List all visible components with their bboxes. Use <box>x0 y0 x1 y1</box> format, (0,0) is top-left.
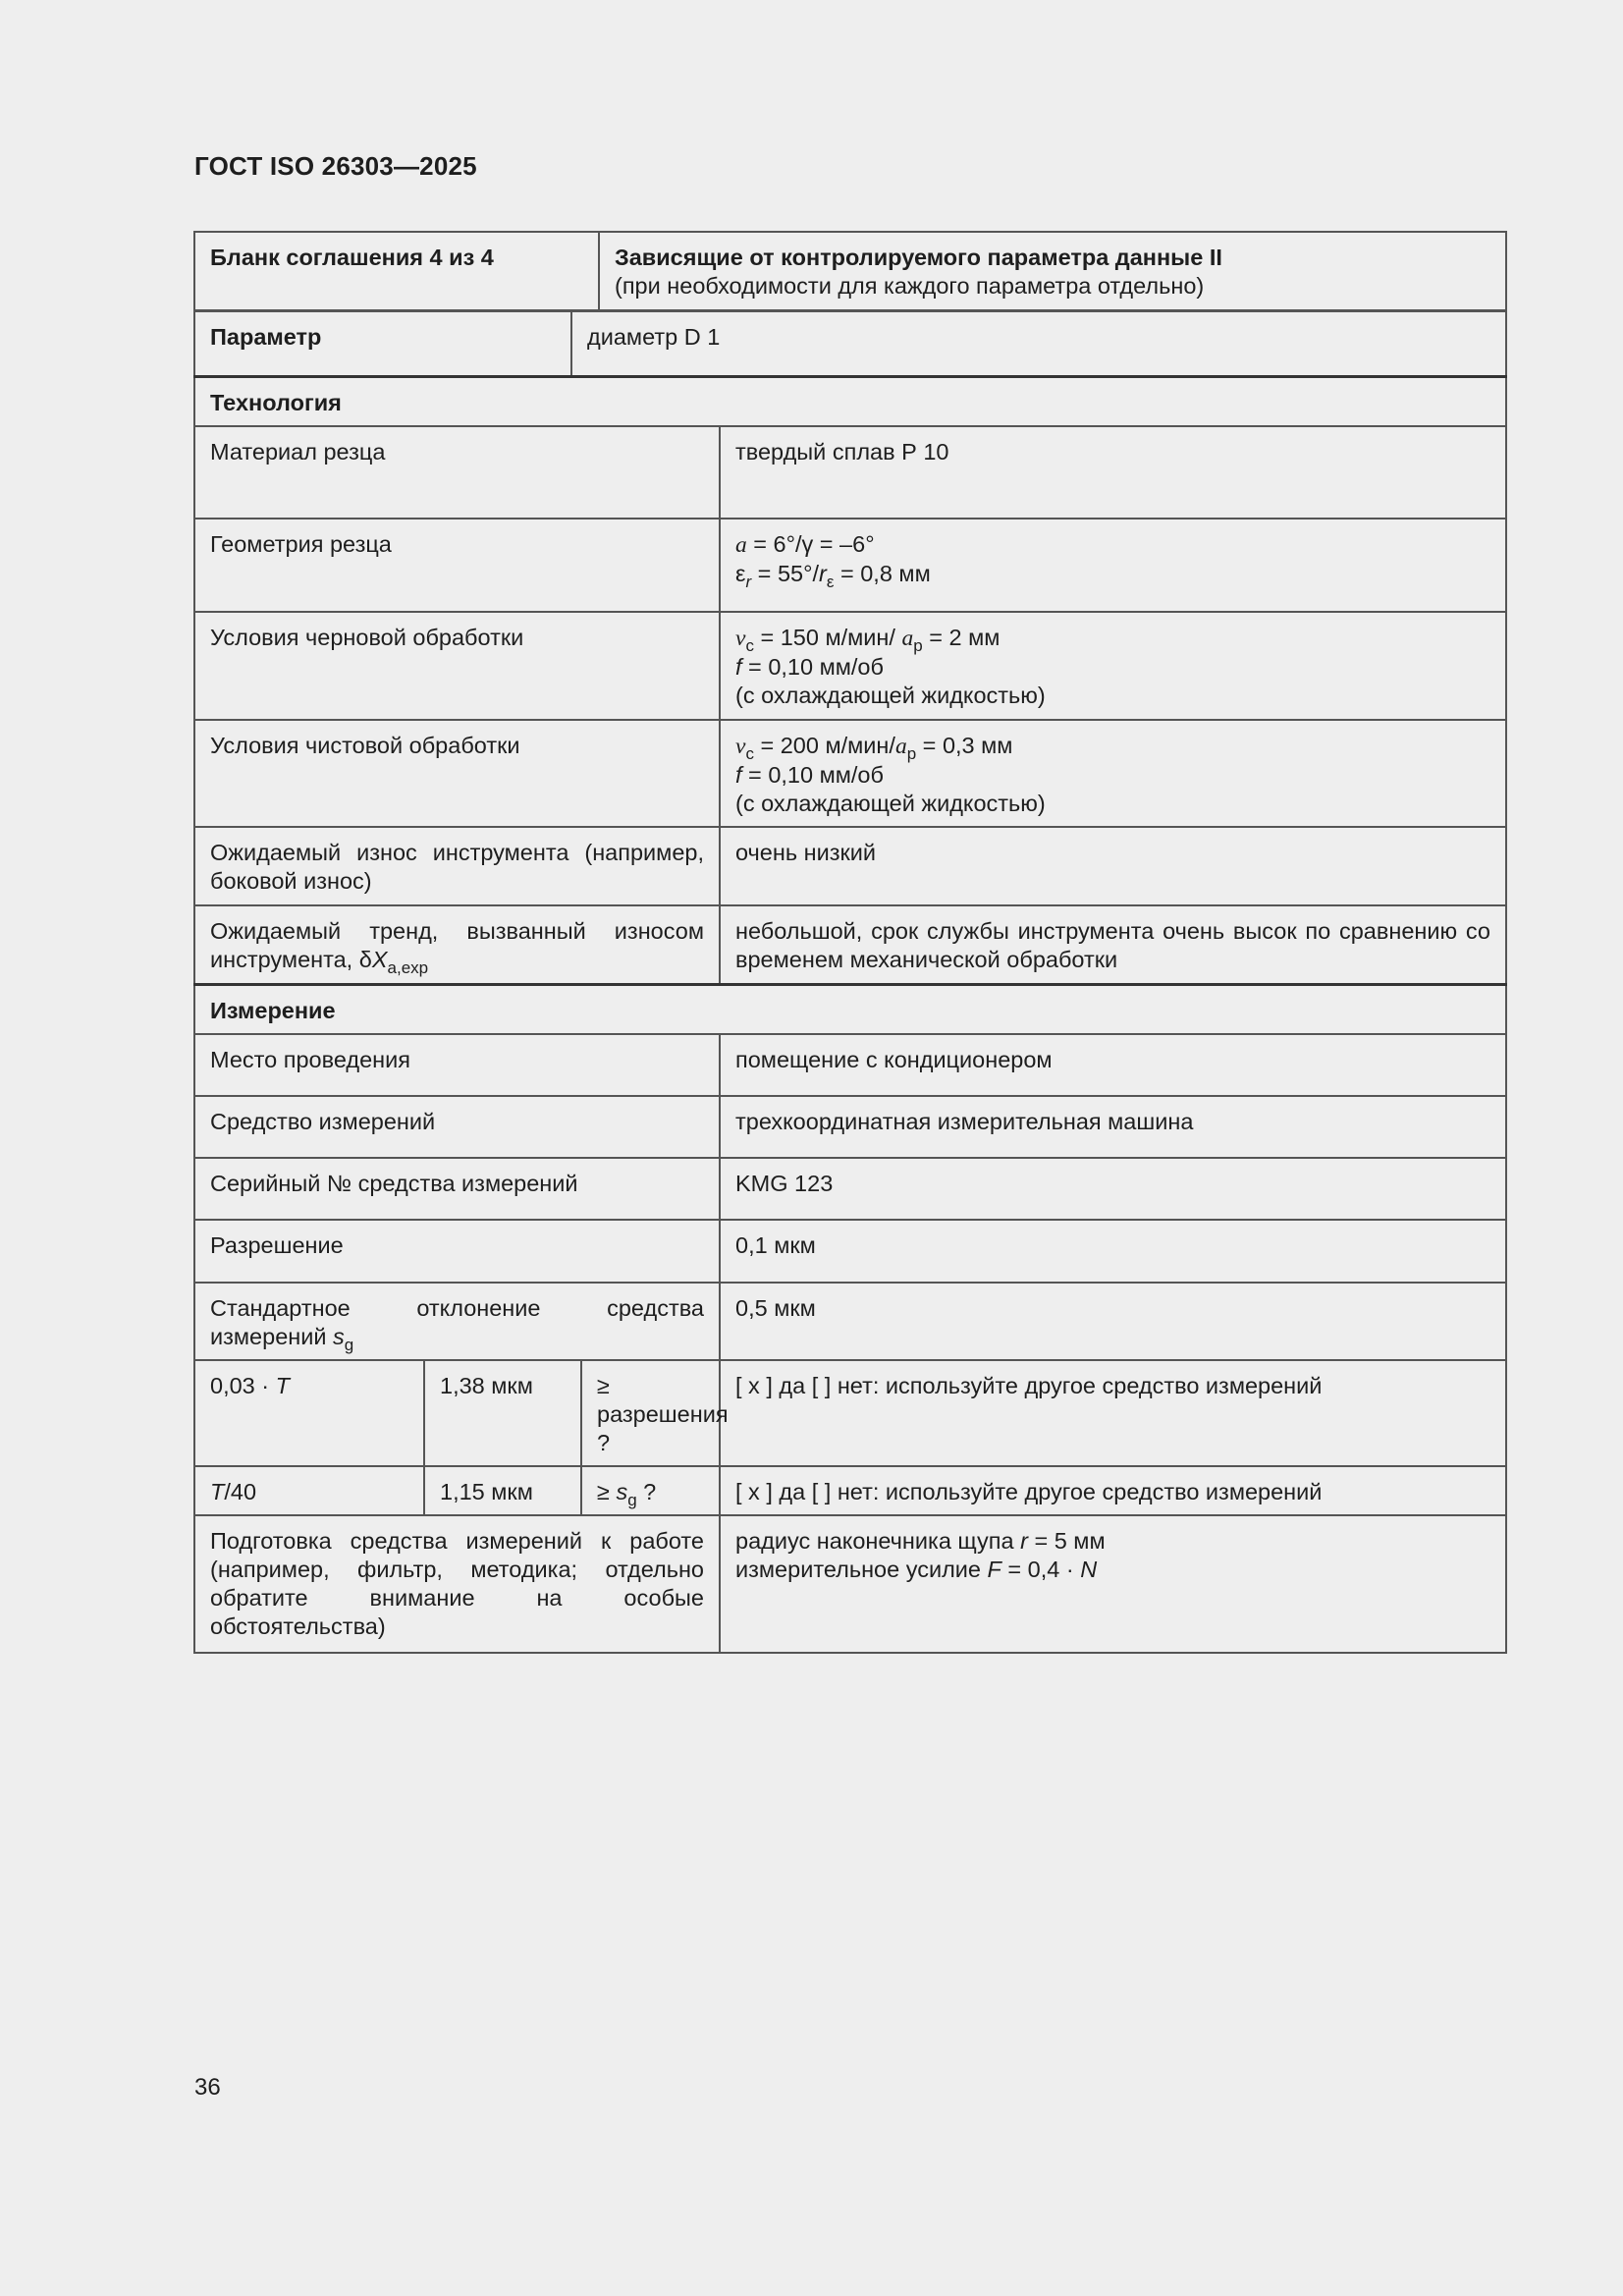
std-dev-label-cell <box>194 1283 720 1360</box>
form-title-cell <box>599 232 1506 310</box>
a-symbol: a <box>901 626 914 651</box>
check2-expr: /40 <box>224 1478 257 1504</box>
parameter-value: диаметр D 1 <box>587 324 721 350</box>
check2-answer: [ x ] да [ ] нет: используйте другое средство измерений <box>735 1478 1323 1504</box>
f-symbol: f <box>735 654 742 680</box>
form-subtitle: (при необходимости для каждого параметра отдельно) <box>615 273 1205 299</box>
check1-expr-cell <box>194 1360 424 1466</box>
check2-expr-cell <box>194 1466 424 1515</box>
sheet-label-cell <box>194 232 599 310</box>
preparation-label: Подготовка средства измерений к работе (например, фильтр, методика; отдельно обратите внимание на особые обстоятельства) <box>210 1527 704 1639</box>
roughing-value-cell <box>720 612 1506 720</box>
check1-answer-cell <box>720 1360 1506 1466</box>
serial-value-cell <box>720 1158 1506 1220</box>
roughing-note: (с охлаждающей жидкостью) <box>735 683 1046 708</box>
finishing-feed <box>735 761 1490 790</box>
v-subscript: c <box>745 744 754 763</box>
check2-condition: ≥ <box>597 1478 617 1504</box>
r-symbol: r <box>1020 1527 1028 1554</box>
r-symbol: r <box>819 561 827 586</box>
instrument-label: Средство измерений <box>210 1108 436 1134</box>
form-header-table <box>193 231 1507 311</box>
cutter-geometry-radius <box>735 560 1490 591</box>
force-text: измерительное усилие <box>735 1556 988 1582</box>
trend-x-symbol: X <box>371 947 388 972</box>
feed-text: = 0,10 мм/об <box>741 654 884 680</box>
location-label-cell <box>194 1034 720 1096</box>
speed-text: = 200 м/мин/ <box>753 733 895 758</box>
wear-label: Ожидаемый износ инструмента (например, боковой износ) <box>210 840 704 894</box>
resolution-value: 0,1 мкм <box>735 1231 816 1258</box>
roughing-label-cell <box>194 612 720 720</box>
form-title: Зависящие от контролируемого параметра данные II <box>615 245 1222 270</box>
angles-text: = 6°/γ = –6° <box>746 531 875 557</box>
trend-value-cell <box>720 905 1506 984</box>
instrument-value: трехкоординатная измерительная машина <box>735 1108 1194 1134</box>
parameter-table <box>193 310 1507 377</box>
measurement-section-header <box>194 984 1506 1034</box>
std-dev-s-symbol: s <box>333 1323 345 1349</box>
location-label: Место проведения <box>210 1046 411 1072</box>
std-dev-value-cell <box>720 1283 1506 1360</box>
std-dev-value: 0,5 мкм <box>735 1294 816 1321</box>
trend-label-cell <box>194 905 720 984</box>
tip-radius-text: радиус наконечника щупа <box>735 1527 1021 1554</box>
cutter-material-value: твердый сплав Р 10 <box>735 439 949 465</box>
preparation-label-cell <box>194 1515 720 1653</box>
resolution-value-cell <box>720 1220 1506 1283</box>
serial-value: KMG 123 <box>735 1170 834 1196</box>
check2-s-symbol: s <box>616 1478 628 1504</box>
force-value: = 0,4 · <box>1001 1556 1081 1582</box>
check1-value: 1,38 мкм <box>440 1372 533 1398</box>
feed-text: = 0,10 мм/об <box>741 762 884 788</box>
sheet-label: Бланк соглашения 4 из 4 <box>210 245 494 270</box>
check2-value-cell <box>424 1466 581 1515</box>
check1-condition: ≥ разрешения ? <box>597 1372 729 1455</box>
tip-radius-value: = 5 мм <box>1027 1527 1106 1554</box>
parameter-value-cell <box>571 311 1506 376</box>
cutter-geometry-value-cell <box>720 519 1506 612</box>
preparation-line2 <box>735 1556 1490 1584</box>
resolution-label-cell <box>194 1220 720 1283</box>
finishing-speed <box>735 732 1490 761</box>
parameter-label-cell <box>194 311 571 376</box>
check1-answer: [ x ] да [ ] нет: используйте другое средство измерений <box>735 1372 1323 1398</box>
r-subscript: r <box>745 573 752 591</box>
check2-value: 1,15 мкм <box>440 1478 533 1504</box>
depth-text: = 0,3 мм <box>916 733 1013 758</box>
serial-label: Серийный № средства измерений <box>210 1170 578 1196</box>
cutter-geometry-angles <box>735 530 1490 560</box>
roughing-label: Условия черновой обработки <box>210 625 524 650</box>
wear-label-cell <box>194 827 720 905</box>
preparation-value-cell <box>720 1515 1506 1653</box>
technology-title: Технология <box>210 390 342 415</box>
trend-label-text: Ожидаемый тренд, вызванный износом инструмента, δ <box>210 918 704 972</box>
resolution-label: Разрешение <box>210 1231 344 1258</box>
epsilon-symbol: ε <box>735 561 746 586</box>
technology-section-header <box>194 377 1506 427</box>
check1-expr: 0,03 · <box>210 1372 276 1398</box>
check1-condition-cell <box>581 1360 729 1466</box>
v-symbol: v <box>735 734 746 759</box>
cutter-material-label-cell <box>194 426 720 519</box>
std-dev-label-text: Стандартное отклонение средства измерений <box>210 1294 704 1349</box>
trend-value: небольшой, срок службы инструмента очень высок по сравнению со временем механической обработки <box>735 918 1490 972</box>
document-header: ГОСТ ISO 26303—2025 <box>194 151 477 181</box>
location-value: помещение с кондиционером <box>735 1046 1053 1072</box>
radius-text-b: = 0,8 мм <box>834 561 931 586</box>
speed-text: = 150 м/мин/ <box>753 625 902 650</box>
n-symbol: N <box>1080 1556 1098 1582</box>
v-symbol: v <box>735 626 746 651</box>
finishing-label: Условия чистовой обработки <box>210 733 520 758</box>
details-table <box>193 375 1507 1654</box>
trend-subscript: a,exp <box>387 958 429 977</box>
v-subscript: c <box>745 636 754 655</box>
check1-t-symbol: T <box>275 1372 290 1398</box>
a-subscript: p <box>913 636 923 655</box>
check2-condition-end: ? <box>636 1478 657 1504</box>
check2-condition-cell <box>581 1466 720 1515</box>
instrument-label-cell <box>194 1096 720 1158</box>
page-number: 36 <box>194 2074 221 2101</box>
std-dev-subscript: g <box>344 1335 354 1354</box>
preparation-line1 <box>735 1527 1490 1556</box>
location-value-cell <box>720 1034 1506 1096</box>
parameter-label: Параметр <box>210 324 322 350</box>
check2-t-symbol: T <box>210 1478 225 1504</box>
check2-answer-cell <box>720 1466 1506 1515</box>
alpha-symbol: a <box>735 532 747 558</box>
finishing-value-cell <box>720 720 1506 827</box>
wear-value: очень низкий <box>735 840 877 865</box>
check1-value-cell <box>424 1360 581 1466</box>
f-symbol: f <box>735 762 742 788</box>
roughing-feed <box>735 653 1490 682</box>
a-symbol: a <box>894 734 907 759</box>
radius-text-a: = 55°/ <box>751 561 820 586</box>
serial-label-cell <box>194 1158 720 1220</box>
finishing-label-cell <box>194 720 720 827</box>
cutter-geometry-label-cell <box>194 519 720 612</box>
depth-text: = 2 мм <box>922 625 1001 650</box>
measurement-title: Измерение <box>210 997 336 1023</box>
cutter-material-label: Материал резца <box>210 439 386 465</box>
finishing-note: (с охлаждающей жидкостью) <box>735 791 1046 816</box>
wear-value-cell <box>720 827 1506 905</box>
instrument-value-cell <box>720 1096 1506 1158</box>
epsilon-subscript: ε <box>826 573 835 591</box>
cutter-geometry-label: Геометрия резца <box>210 531 392 557</box>
cutter-material-value-cell <box>720 426 1506 519</box>
f-symbol: F <box>987 1556 1001 1582</box>
roughing-speed <box>735 624 1490 653</box>
a-subscript: p <box>906 744 917 763</box>
check2-subscript: g <box>627 1490 637 1509</box>
